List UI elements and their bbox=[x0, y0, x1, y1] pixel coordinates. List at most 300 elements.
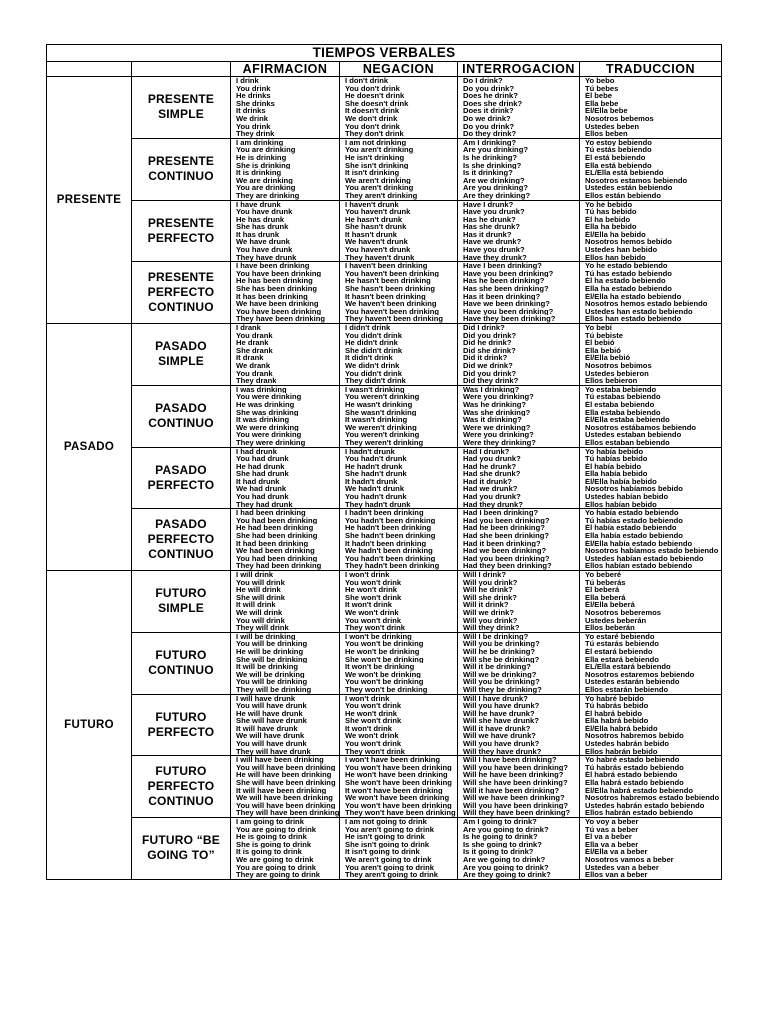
negacion-line: She won't have been drinking bbox=[345, 779, 452, 787]
afirmacion-line: I was drinking bbox=[236, 385, 287, 394]
negacion-line: You don't drink bbox=[345, 122, 400, 131]
negacion-line: She hadn't been drinking bbox=[345, 532, 436, 540]
traduccion-line: Ustedes bebieron bbox=[585, 369, 649, 378]
interrogacion-line: Do I drink? bbox=[463, 77, 503, 85]
afirmacion-line: They are going to drink bbox=[236, 871, 320, 879]
tense-row bbox=[47, 77, 722, 139]
interrogacion-line: Had you drunk? bbox=[463, 455, 521, 463]
afirmacion-cell bbox=[231, 324, 340, 386]
tense-label: FUTURO PERFECTO bbox=[132, 694, 231, 756]
negacion-line: I won't drink bbox=[345, 571, 390, 579]
negacion-line: It won't have been drinking bbox=[345, 786, 443, 795]
traduccion-line: Él/Ella había estado bebiendo bbox=[585, 539, 693, 548]
interrogacion-line: Had they been drinking? bbox=[463, 562, 552, 570]
tense-row bbox=[47, 632, 722, 694]
negacion-line: He won't drink bbox=[345, 586, 398, 594]
traduccion-line: Yo había estado bebiendo bbox=[585, 509, 679, 517]
interrogacion-line: Did he drink? bbox=[463, 339, 512, 347]
interrogacion-line: Do you drink? bbox=[463, 84, 515, 93]
interrogacion-line: Will she have drunk? bbox=[463, 717, 539, 725]
negacion-cell bbox=[340, 632, 458, 694]
afirmacion-line: I have drunk bbox=[236, 200, 281, 209]
negacion-cell bbox=[340, 756, 458, 818]
afirmacion-line: You had been drinking bbox=[236, 554, 318, 563]
traduccion-line: Él/Ella ha bebido bbox=[585, 230, 646, 239]
tense-row bbox=[47, 818, 722, 880]
interrogacion-line: Did she drink? bbox=[463, 346, 516, 355]
negacion-line: He isn't going to drink bbox=[345, 833, 425, 841]
afirmacion-line: They will have been drinking bbox=[236, 809, 339, 817]
interrogacion-line: Were you drinking? bbox=[463, 393, 534, 401]
traduccion-line: Ellos van a beber bbox=[585, 871, 648, 879]
traduccion-cell bbox=[580, 509, 722, 571]
interrogacion-line: Was she drinking? bbox=[463, 408, 531, 417]
negacion-line: You haven't been drinking bbox=[345, 269, 440, 278]
tense-row bbox=[47, 694, 722, 756]
traduccion-line: Él estaba bebiendo bbox=[585, 400, 655, 409]
negacion-line: You won't have been drinking bbox=[345, 763, 452, 772]
interrogacion-line: Will she drink? bbox=[463, 593, 517, 602]
interrogacion-cell bbox=[458, 756, 580, 818]
afirmacion-line: He was drinking bbox=[236, 400, 295, 409]
afirmacion-line: You are drinking bbox=[236, 184, 296, 192]
negacion-line: We didn't drink bbox=[345, 361, 400, 370]
interrogacion-line: Will they drink? bbox=[463, 624, 520, 632]
interrogacion-line: Will I drink? bbox=[463, 571, 506, 579]
afirmacion-line: We had drunk bbox=[236, 485, 287, 494]
negacion-line: It hasn't been drinking bbox=[345, 292, 426, 301]
traduccion-line: Tú estás bebiendo bbox=[585, 146, 652, 154]
afirmacion-line: We will be drinking bbox=[236, 670, 305, 679]
interrogacion-line: Will you have been drinking? bbox=[463, 801, 568, 810]
traduccion-line: Él/Ella había bebido bbox=[585, 477, 657, 486]
traduccion-line: Ella está bebiendo bbox=[585, 161, 652, 170]
interrogacion-line: Will it have drunk? bbox=[463, 724, 531, 733]
traduccion-line: Nosotros hemos estado bebiendo bbox=[585, 300, 708, 308]
negacion-line: They weren't drinking bbox=[345, 438, 424, 447]
afirmacion-line: They were drinking bbox=[236, 438, 306, 447]
interrogacion-line: Does it drink? bbox=[463, 107, 514, 115]
afirmacion-cell bbox=[231, 77, 340, 139]
negacion-line: He didn't drink bbox=[345, 339, 398, 347]
negacion-line: We won't drink bbox=[345, 732, 399, 741]
tense-row bbox=[47, 509, 722, 571]
traduccion-line: Ella ha bebido bbox=[585, 223, 637, 231]
traduccion-line: Él/Ella bebe bbox=[585, 107, 628, 115]
tense-row bbox=[47, 200, 722, 262]
afirmacion-line: I have been drinking bbox=[236, 262, 310, 270]
traduccion-line: Él/Ella estaba bebiendo bbox=[585, 416, 670, 424]
group-label: PRESENTE bbox=[47, 77, 132, 324]
interrogacion-line: Did they drink? bbox=[463, 377, 519, 385]
traduccion-cell bbox=[580, 262, 722, 324]
interrogacion-line: Have you been drinking? bbox=[463, 307, 554, 316]
negacion-line: You won't be drinking bbox=[345, 640, 424, 648]
interrogacion-cell bbox=[458, 632, 580, 694]
afirmacion-line: I drank bbox=[236, 324, 261, 332]
interrogacion-line: Will he have drunk? bbox=[463, 709, 535, 718]
interrogacion-line: Have they been drinking? bbox=[463, 315, 556, 323]
interrogacion-line: Has she been drinking? bbox=[463, 285, 549, 293]
table-body bbox=[47, 77, 722, 880]
interrogacion-line: Have you drunk? bbox=[463, 208, 525, 216]
interrogacion-cell bbox=[458, 77, 580, 139]
negacion-line: You hadn't drunk bbox=[345, 455, 407, 463]
traduccion-line: Ustedes habrán bebido bbox=[585, 740, 669, 748]
interrogacion-line: Had she drunk? bbox=[463, 470, 521, 478]
negacion-line: It doesn't drink bbox=[345, 107, 400, 115]
negacion-line: You haven't been drinking bbox=[345, 307, 440, 316]
negacion-line: It won't drink bbox=[345, 601, 392, 609]
traduccion-line: Ustedes beben bbox=[585, 122, 640, 131]
interrogacion-line: Have we been drinking? bbox=[463, 300, 550, 308]
interrogacion-line: Was it drinking? bbox=[463, 416, 522, 424]
negacion-line: You won't be drinking bbox=[345, 678, 424, 686]
negacion-line: We haven't drunk bbox=[345, 238, 408, 247]
traduccion-line: Ellos han estado bebiendo bbox=[585, 315, 682, 323]
negacion-line: We don't drink bbox=[345, 114, 398, 123]
traduccion-line: Ustedes han bebido bbox=[585, 246, 658, 254]
afirmacion-line: You drank bbox=[236, 331, 273, 340]
interrogacion-line: Will you drink? bbox=[463, 578, 518, 587]
traduccion-line: Él/Ella ha estado bebiendo bbox=[585, 292, 682, 301]
afirmacion-line: You drink bbox=[236, 122, 271, 131]
interrogacion-line: Will they have been drinking? bbox=[463, 809, 571, 817]
traduccion-line: Ella va a beber bbox=[585, 840, 639, 849]
table-title: TIEMPOS VERBALES bbox=[47, 45, 722, 62]
traduccion-line: Ustedes habrán estado bebiendo bbox=[585, 801, 705, 810]
negacion-line: I am not drinking bbox=[345, 138, 407, 147]
afirmacion-line: He will be drinking bbox=[236, 647, 304, 656]
negacion-line: We aren't going to drink bbox=[345, 855, 432, 864]
tense-row bbox=[47, 447, 722, 509]
traduccion-line: Él beberá bbox=[585, 586, 620, 594]
interrogacion-line: Did you drink? bbox=[463, 369, 517, 378]
negacion-cell bbox=[340, 385, 458, 447]
interrogacion-line: Have I been drinking? bbox=[463, 262, 542, 270]
traduccion-line: Yo he estado bebiendo bbox=[585, 262, 668, 270]
negacion-line: They don't drink bbox=[345, 130, 404, 138]
negacion-line: He hasn't drunk bbox=[345, 215, 403, 224]
negacion-line: We haven't been drinking bbox=[345, 300, 437, 308]
interrogacion-line: Had I drunk? bbox=[463, 447, 510, 456]
afirmacion-line: I am drinking bbox=[236, 138, 284, 147]
afirmacion-line: I had been drinking bbox=[236, 509, 306, 517]
afirmacion-line: We were drinking bbox=[236, 423, 299, 432]
negacion-line: She isn't going to drink bbox=[345, 840, 430, 849]
tense-row bbox=[47, 385, 722, 447]
interrogacion-line: Do they drink? bbox=[463, 130, 517, 138]
interrogacion-line: Has it been drinking? bbox=[463, 292, 541, 301]
afirmacion-line: You will have drunk bbox=[236, 702, 307, 710]
negacion-line: We won't drink bbox=[345, 608, 399, 617]
negacion-line: You haven't drunk bbox=[345, 246, 411, 254]
interrogacion-line: Do we drink? bbox=[463, 114, 511, 123]
negacion-line: I hadn't drunk bbox=[345, 447, 395, 456]
interrogacion-line: Had he been drinking? bbox=[463, 524, 545, 533]
negacion-line: You didn't drink bbox=[345, 369, 402, 378]
traduccion-line: Él/Ella beberá bbox=[585, 601, 635, 609]
tense-label: FUTURO “BE GOING TO” bbox=[132, 818, 231, 880]
negacion-line: It didn't drink bbox=[345, 354, 393, 362]
afirmacion-line: You have drunk bbox=[236, 208, 293, 216]
afirmacion-line: It will have been drinking bbox=[236, 786, 327, 795]
afirmacion-line: You will have been drinking bbox=[236, 801, 336, 810]
interrogacion-line: Will they be drinking? bbox=[463, 685, 542, 694]
verb-tenses-table bbox=[46, 44, 722, 880]
interrogacion-line: Had she been drinking? bbox=[463, 532, 550, 540]
negacion-line: You hadn't been drinking bbox=[345, 554, 436, 563]
traduccion-line: Ustedes están bebiendo bbox=[585, 184, 673, 192]
traduccion-cell bbox=[580, 632, 722, 694]
interrogacion-line: Will we have drunk? bbox=[463, 732, 536, 741]
negacion-line: They won't drink bbox=[345, 747, 406, 756]
afirmacion-line: She had been drinking bbox=[236, 532, 318, 540]
traduccion-line: Ustedes han estado bebiendo bbox=[585, 307, 693, 316]
traduccion-line: Tú bebes bbox=[585, 84, 619, 93]
traduccion-line: Ellos beberán bbox=[585, 624, 635, 632]
interrogacion-line: Am I drinking? bbox=[463, 138, 517, 147]
interrogacion-line: Have I drunk? bbox=[463, 200, 514, 209]
negacion-cell bbox=[340, 694, 458, 756]
interrogacion-line: Will I have drunk? bbox=[463, 694, 528, 703]
negacion-line: I haven't drunk bbox=[345, 200, 399, 209]
traduccion-line: Nosotros estábamos bebiendo bbox=[585, 423, 696, 432]
interrogacion-line: Is he drinking? bbox=[463, 153, 518, 162]
negacion-line: He won't have been drinking bbox=[345, 771, 448, 780]
interrogacion-line: Will it be drinking? bbox=[463, 663, 531, 671]
negacion-line: It won't drink bbox=[345, 724, 392, 733]
header-negacion: NEGACION bbox=[340, 62, 458, 77]
traduccion-line: Él/Ella va a beber bbox=[585, 848, 648, 856]
afirmacion-line: We will have been drinking bbox=[236, 794, 333, 802]
interrogacion-line: Are you drinking? bbox=[463, 184, 528, 192]
negacion-line: You hadn't drunk bbox=[345, 493, 407, 501]
traduccion-line: Ellos estaban bebiendo bbox=[585, 438, 670, 447]
traduccion-line: Tú habrás estado bebiendo bbox=[585, 763, 684, 772]
afirmacion-line: I will drink bbox=[236, 571, 274, 579]
interrogacion-line: Will you drink? bbox=[463, 616, 518, 625]
negacion-line: You won't have been drinking bbox=[345, 801, 452, 810]
traduccion-line: Nosotros bebemos bbox=[585, 114, 654, 123]
interrogacion-line: Will you be drinking? bbox=[463, 640, 540, 648]
negacion-line: I haven't been drinking bbox=[345, 262, 428, 270]
negacion-line: They aren't drinking bbox=[345, 191, 418, 200]
traduccion-line: Tú has estado bebiendo bbox=[585, 269, 672, 278]
afirmacion-cell bbox=[231, 262, 340, 324]
traduccion-line: Ellos están bebiendo bbox=[585, 191, 661, 200]
traduccion-line: Él ha estado bebiendo bbox=[585, 277, 666, 286]
afirmacion-line: You are going to drink bbox=[236, 825, 317, 834]
interrogacion-line: Had you been drinking? bbox=[463, 554, 550, 563]
interrogacion-line: Did I drink? bbox=[463, 324, 505, 332]
traduccion-line: Tú estarás bebiendo bbox=[585, 640, 659, 648]
afirmacion-line: We drank bbox=[236, 361, 271, 370]
afirmacion-line: She drank bbox=[236, 346, 273, 355]
negacion-line: You won't drink bbox=[345, 702, 402, 710]
traduccion-cell bbox=[580, 694, 722, 756]
afirmacion-cell bbox=[231, 447, 340, 509]
negacion-line: You hadn't been drinking bbox=[345, 516, 436, 525]
afirmacion-line: We have drunk bbox=[236, 238, 290, 247]
negacion-line: They aren't going to drink bbox=[345, 871, 438, 879]
interrogacion-line: Is she drinking? bbox=[463, 161, 522, 170]
interrogacion-line: Will you have drunk? bbox=[463, 702, 540, 710]
afirmacion-line: He has been drinking bbox=[236, 277, 313, 286]
negacion-line: He hasn't been drinking bbox=[345, 277, 431, 286]
traduccion-line: Él/Ella bebió bbox=[585, 354, 631, 362]
traduccion-cell bbox=[580, 756, 722, 818]
tense-label: FUTURO SIMPLE bbox=[132, 571, 231, 633]
negacion-line: We weren't drinking bbox=[345, 423, 417, 432]
traduccion-line: Tú vas a beber bbox=[585, 825, 639, 834]
tense-label: PASADO CONTINUO bbox=[132, 385, 231, 447]
negacion-line: She won't drink bbox=[345, 593, 402, 602]
afirmacion-line: It has drunk bbox=[236, 230, 280, 239]
traduccion-line: Él/Ella habrá estado bebiendo bbox=[585, 786, 694, 795]
afirmacion-line: He drank bbox=[236, 339, 269, 347]
interrogacion-cell bbox=[458, 324, 580, 386]
tense-row bbox=[47, 138, 722, 200]
negacion-line: You aren't going to drink bbox=[345, 863, 434, 872]
negacion-cell bbox=[340, 447, 458, 509]
tense-label: PASADO PERFECTO CONTINUO bbox=[132, 509, 231, 571]
afirmacion-line: We had been drinking bbox=[236, 547, 315, 555]
afirmacion-line: She will have been drinking bbox=[236, 779, 336, 787]
traduccion-line: Nosotros bebimos bbox=[585, 361, 652, 370]
interrogacion-line: Was he drinking? bbox=[463, 400, 527, 409]
afirmacion-line: It will drink bbox=[236, 601, 276, 609]
traduccion-line: Ella había bebido bbox=[585, 470, 648, 478]
negacion-line: She hasn't drunk bbox=[345, 223, 407, 231]
interrogacion-line: Will we drink? bbox=[463, 608, 514, 617]
interrogacion-line: Had we drunk? bbox=[463, 485, 518, 494]
negacion-line: It won't be drinking bbox=[345, 663, 415, 671]
negacion-line: They didn't drink bbox=[345, 377, 406, 385]
interrogacion-line: Are you going to drink? bbox=[463, 825, 549, 834]
afirmacion-line: We have been drinking bbox=[236, 300, 319, 308]
tense-row bbox=[47, 324, 722, 386]
traduccion-line: Tú habías estado bebiendo bbox=[585, 516, 683, 525]
traduccion-line: Yo había bebido bbox=[585, 447, 644, 456]
negacion-line: You aren't drinking bbox=[345, 184, 414, 192]
interrogacion-line: Will I be drinking? bbox=[463, 632, 529, 641]
traduccion-line: Ustedes van a beber bbox=[585, 863, 659, 872]
tense-label: PRESENTE PERFECTO CONTINUO bbox=[132, 262, 231, 324]
negacion-line: I won't have been drinking bbox=[345, 756, 441, 764]
traduccion-line: Ella estaba bebiendo bbox=[585, 408, 661, 417]
interrogacion-cell bbox=[458, 385, 580, 447]
traduccion-line: Tú bebiste bbox=[585, 331, 623, 340]
afirmacion-line: We are drinking bbox=[236, 176, 293, 185]
traduccion-line: Nosotros vamos a beber bbox=[585, 855, 674, 864]
tense-label: PASADO PERFECTO bbox=[132, 447, 231, 509]
afirmacion-line: They have drunk bbox=[236, 253, 297, 262]
negacion-cell bbox=[340, 571, 458, 633]
afirmacion-cell bbox=[231, 138, 340, 200]
afirmacion-cell bbox=[231, 200, 340, 262]
afirmacion-line: You drank bbox=[236, 369, 273, 378]
interrogacion-line: Had you drunk? bbox=[463, 493, 521, 501]
interrogacion-line: Is he going to drink? bbox=[463, 833, 538, 841]
interrogacion-line: Were you drinking? bbox=[463, 431, 534, 439]
afirmacion-line: I drink bbox=[236, 77, 259, 85]
afirmacion-cell bbox=[231, 694, 340, 756]
interrogacion-line: Were they drinking? bbox=[463, 438, 536, 447]
interrogacion-line: Will we be drinking? bbox=[463, 670, 537, 679]
traduccion-line: Yo bebí bbox=[585, 324, 612, 332]
interrogacion-line: Has he drunk? bbox=[463, 215, 516, 224]
negacion-line: I hadn't been drinking bbox=[345, 509, 424, 517]
negacion-line: They hadn't been drinking bbox=[345, 562, 440, 570]
traduccion-line: Yo estaré bebiendo bbox=[585, 632, 655, 641]
traduccion-cell bbox=[580, 571, 722, 633]
traduccion-cell bbox=[580, 447, 722, 509]
interrogacion-line: Will I have been drinking? bbox=[463, 756, 557, 764]
negacion-line: It isn't going to drink bbox=[345, 848, 420, 856]
negacion-line: We won't be drinking bbox=[345, 670, 421, 679]
interrogacion-line: Are you going to drink? bbox=[463, 863, 549, 872]
afirmacion-line: He is drinking bbox=[236, 153, 287, 162]
traduccion-line: Yo bebo bbox=[585, 77, 615, 85]
afirmacion-line: It drinks bbox=[236, 107, 266, 115]
traduccion-line: Ella bebió bbox=[585, 346, 621, 355]
interrogacion-line: Had it been drinking? bbox=[463, 539, 541, 548]
afirmacion-line: She has been drinking bbox=[236, 285, 318, 293]
afirmacion-line: I will have drunk bbox=[236, 694, 296, 703]
negacion-line: I wasn't drinking bbox=[345, 385, 405, 394]
traduccion-line: Ustedes habían estado bebiendo bbox=[585, 554, 704, 563]
afirmacion-line: It has been drinking bbox=[236, 292, 308, 301]
group-label: PASADO bbox=[47, 324, 132, 571]
traduccion-line: Él habrá estado bebiendo bbox=[585, 771, 678, 780]
traduccion-line: Yo beberé bbox=[585, 571, 622, 579]
traduccion-line: Él bebió bbox=[585, 339, 615, 347]
traduccion-line: Ellos bebieron bbox=[585, 377, 638, 385]
interrogacion-line: Are they going to drink? bbox=[463, 871, 551, 879]
afirmacion-line: You will drink bbox=[236, 578, 285, 587]
negacion-line: He hadn't been drinking bbox=[345, 524, 432, 533]
interrogacion-line: Had he drunk? bbox=[463, 462, 517, 471]
afirmacion-line: She is going to drink bbox=[236, 840, 312, 849]
traduccion-line: Yo voy a beber bbox=[585, 818, 639, 826]
interrogacion-line: Does she drink? bbox=[463, 99, 523, 108]
afirmacion-line: He had been drinking bbox=[236, 524, 314, 533]
afirmacion-cell bbox=[231, 571, 340, 633]
negacion-line: He hadn't drunk bbox=[345, 462, 403, 471]
interrogacion-cell bbox=[458, 509, 580, 571]
negacion-line: She won't drink bbox=[345, 717, 402, 725]
afirmacion-line: He will have drunk bbox=[236, 709, 303, 718]
afirmacion-line: I will have been drinking bbox=[236, 756, 324, 764]
traduccion-line: Tú estabas bebiendo bbox=[585, 393, 661, 401]
traduccion-line: Ella había estado bebiendo bbox=[585, 532, 683, 540]
negacion-cell bbox=[340, 818, 458, 880]
negacion-line: They won't drink bbox=[345, 624, 406, 632]
negacion-cell bbox=[340, 77, 458, 139]
afirmacion-line: They had been drinking bbox=[236, 562, 322, 570]
interrogacion-cell bbox=[458, 447, 580, 509]
negacion-line: You aren't drinking bbox=[345, 146, 414, 154]
traduccion-line: Tú beberás bbox=[585, 578, 626, 587]
header-interrogacion: INTERROGACION bbox=[458, 62, 580, 77]
interrogacion-line: Are you drinking? bbox=[463, 146, 528, 154]
tense-label: PRESENTE PERFECTO bbox=[132, 200, 231, 262]
interrogacion-line: Does he drink? bbox=[463, 92, 518, 100]
afirmacion-line: They drank bbox=[236, 377, 277, 385]
negacion-line: She didn't drink bbox=[345, 346, 403, 355]
interrogacion-line: Was I drinking? bbox=[463, 385, 520, 394]
